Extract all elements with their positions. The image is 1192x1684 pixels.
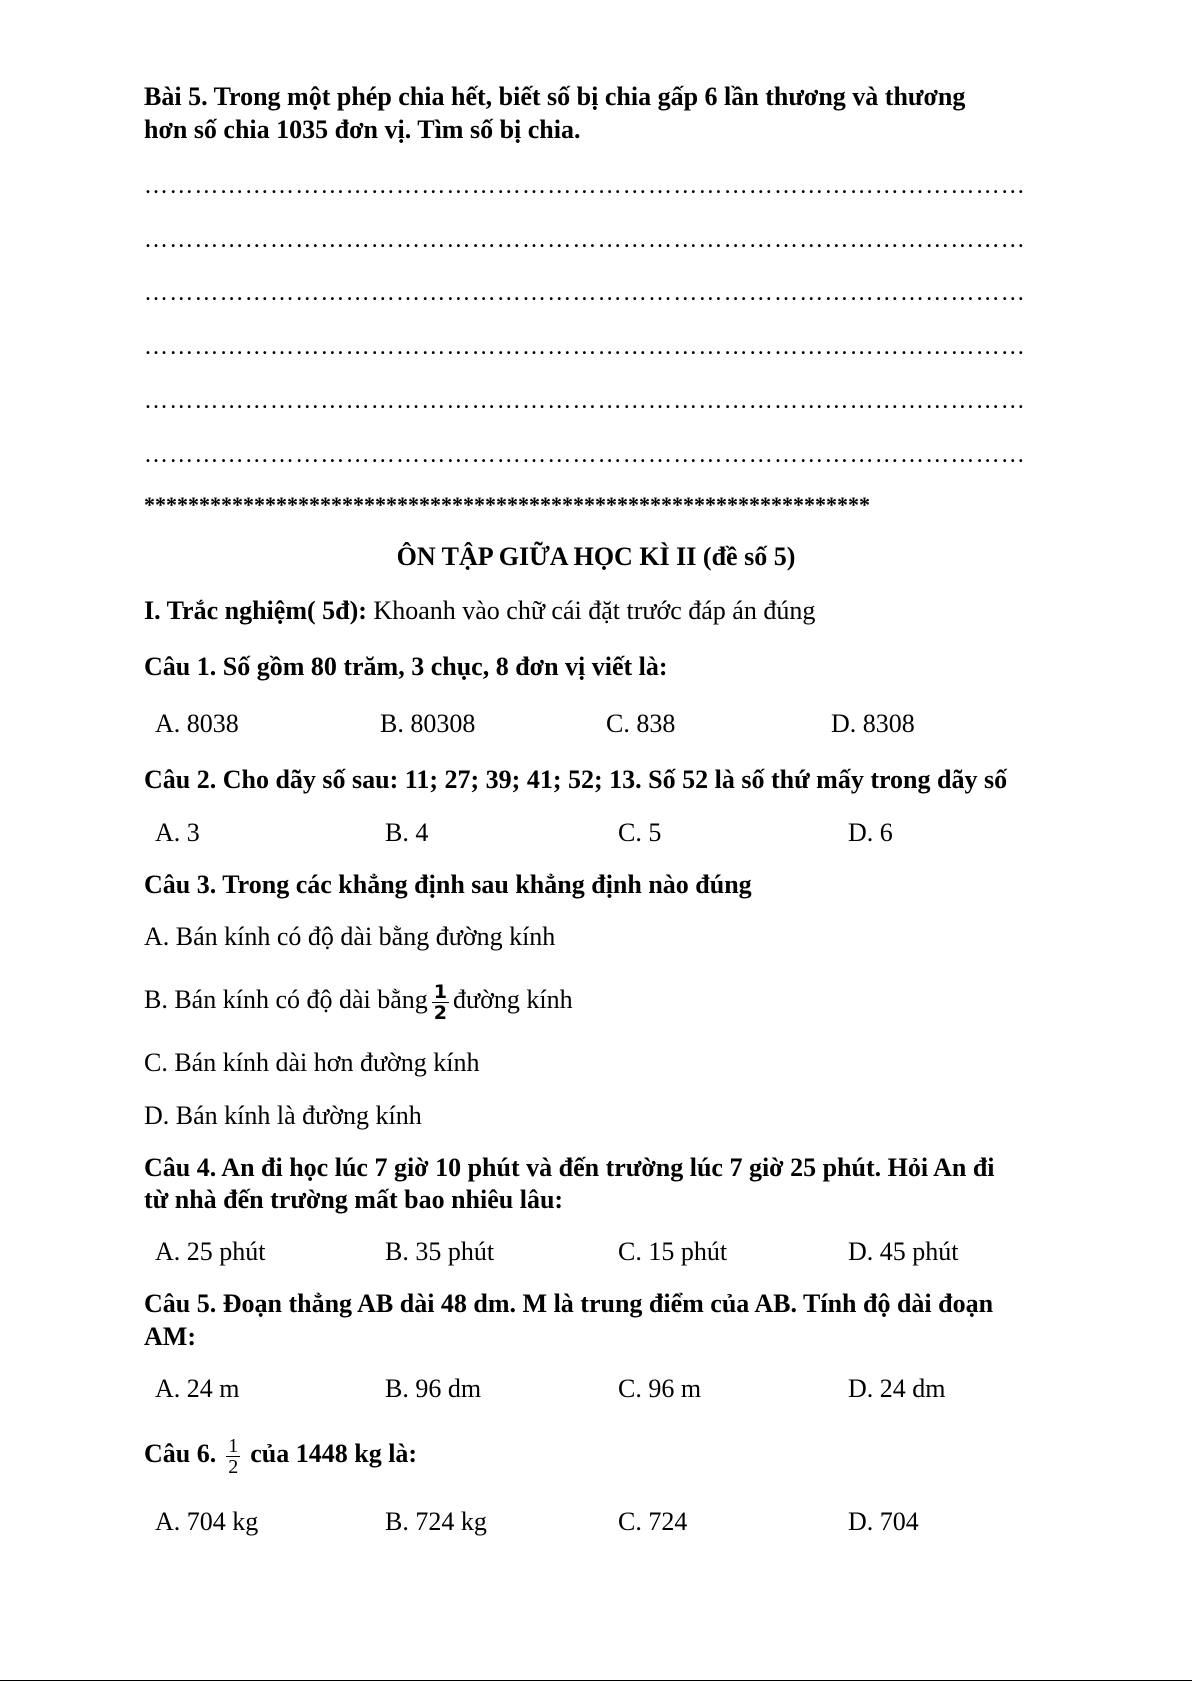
page-bottom-border: [0, 1680, 1192, 1681]
q6-option-d[interactable]: D. 704: [848, 1507, 919, 1536]
q2-option-a[interactable]: A. 3: [155, 818, 200, 847]
q2-option-c[interactable]: C. 5: [618, 818, 662, 847]
q2-option-b[interactable]: B. 4: [385, 818, 429, 847]
fraction-one-half: [432, 982, 449, 1023]
q3-text: Câu 3. Trong các khẳng định sau khẳng định nào đúng: [144, 870, 752, 899]
q5-line1: Câu 5. Đoạn thẳng AB dài 48 dm. M là trung điểm của AB. Tính độ dài đoạn: [144, 1289, 994, 1318]
q5-option-d[interactable]: D. 24 dm: [848, 1374, 946, 1403]
q3-option-c[interactable]: C. Bán kính dài hơn đường kính: [144, 1048, 480, 1077]
q5-option-b[interactable]: B. 96 dm: [385, 1374, 482, 1403]
answer-line[interactable]: ……………………………………………………………………………………………: [144, 228, 1026, 252]
fraction-one-half: [226, 1436, 240, 1477]
q1-option-b[interactable]: B. 80308: [380, 709, 476, 738]
q4-option-c[interactable]: C. 15 phút: [618, 1237, 728, 1266]
fraction-denominator: 2: [228, 1455, 239, 1478]
q2-option-d[interactable]: D. 6: [848, 818, 893, 847]
exam-title: ÔN TẬP GIỮA HỌC KÌ II (đề số 5): [396, 542, 796, 571]
q5-line2: AM:: [144, 1322, 196, 1351]
separator-line: ******************************************************************: [144, 493, 870, 517]
q1-option-c[interactable]: C. 838: [606, 709, 676, 738]
q5-option-c[interactable]: C. 96 m: [618, 1374, 702, 1403]
q1-text: Câu 1. Số gồm 80 trăm, 3 chục, 8 đơn vị viết là:: [144, 652, 668, 681]
q3-option-b-pre: B. Bán kính có độ dài bằng: [144, 985, 428, 1014]
fraction-denominator: 2: [433, 1001, 448, 1024]
q1-option-a[interactable]: A. 8038: [155, 709, 239, 738]
q4-option-a[interactable]: A. 25 phút: [155, 1237, 266, 1266]
fraction-numerator: 1: [433, 980, 448, 1003]
q3-option-a[interactable]: A. Bán kính có độ dài bằng đường kính: [144, 922, 556, 951]
q3-option-b-post: đường kính: [453, 985, 573, 1014]
q2-text: Câu 2. Cho dãy số sau: 11; 27; 39; 41; 52; 13. Số 52 là số thứ mấy trong dãy số: [144, 765, 1008, 794]
answer-line[interactable]: ……………………………………………………………………………………………: [144, 443, 1026, 467]
section-instruction: Khoanh vào chữ cái đặt trước đáp án đúng: [366, 596, 816, 625]
q6-option-b[interactable]: B. 724 kg: [385, 1507, 487, 1536]
bai5-line1: Bài 5. Trong một phép chia hết, biết số bị chia gấp 6 lần thương và thương: [144, 82, 966, 111]
q3-option-b[interactable]: [144, 970, 573, 1030]
answer-line[interactable]: ……………………………………………………………………………………………: [144, 281, 1026, 305]
q6-option-c[interactable]: C. 724: [618, 1507, 688, 1536]
q6-option-a[interactable]: A. 704 kg: [155, 1507, 259, 1536]
bai5-line2: hơn số chia 1035 đơn vị. Tìm số bị chia.: [144, 115, 581, 144]
q4-option-b[interactable]: B. 35 phút: [385, 1237, 495, 1266]
q6-pre: Câu 6.: [144, 1439, 217, 1468]
q1-option-d[interactable]: D. 8308: [831, 709, 915, 738]
q5-option-a[interactable]: A. 24 m: [155, 1374, 240, 1403]
q6-post: của 1448 kg là:: [250, 1439, 418, 1468]
fraction-numerator: 1: [228, 1434, 239, 1457]
section-label: I. Trắc nghiệm( 5đ):: [144, 596, 367, 625]
q4-option-d[interactable]: D. 45 phút: [848, 1237, 959, 1266]
answer-line[interactable]: ……………………………………………………………………………………………: [144, 335, 1026, 359]
q4-line2: từ nhà đến trường mất bao nhiêu lâu:: [144, 1185, 564, 1214]
q6-text: [144, 1424, 417, 1484]
q3-option-d[interactable]: D. Bán kính là đường kính: [144, 1101, 422, 1130]
q4-line1: Câu 4. An đi học lúc 7 giờ 10 phút và đến trường lúc 7 giờ 25 phút. Hỏi An đi: [144, 1153, 995, 1182]
answer-line[interactable]: ……………………………………………………………………………………………: [144, 389, 1026, 413]
answer-line[interactable]: ……………………………………………………………………………………………: [144, 174, 1026, 198]
section-heading: [144, 596, 815, 626]
